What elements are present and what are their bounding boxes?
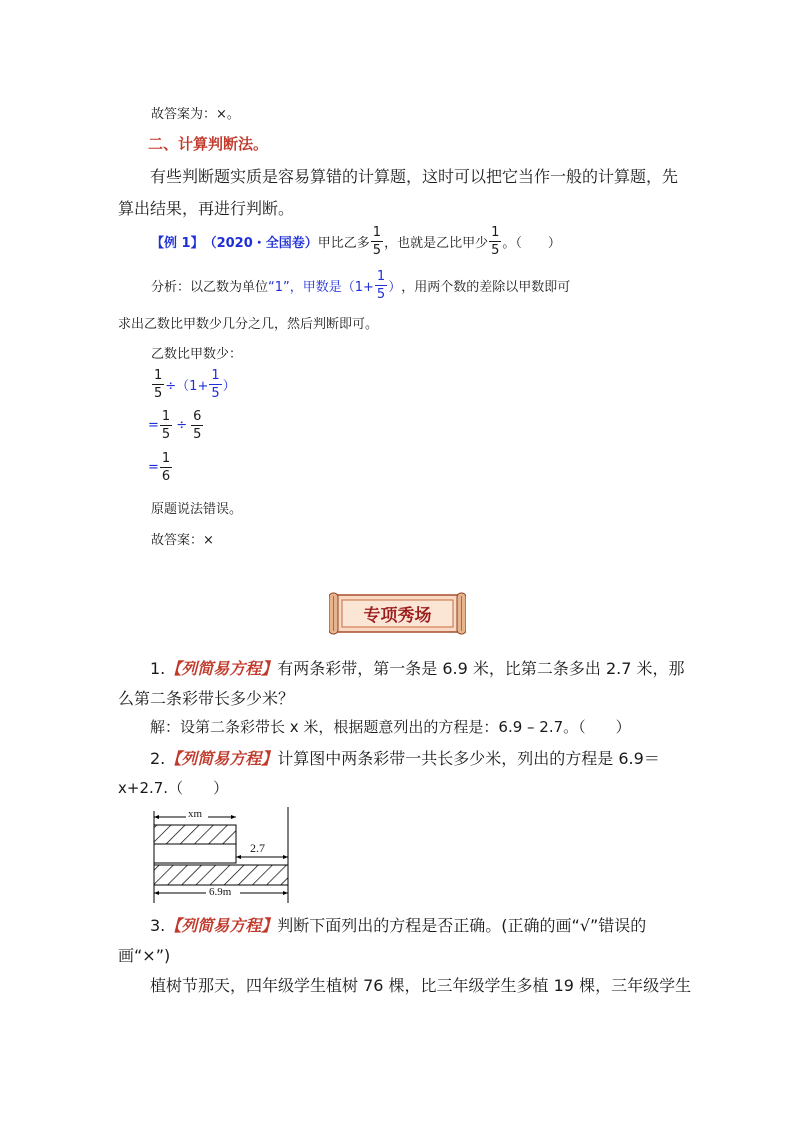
solution-step-1: [151, 368, 236, 400]
intro-line-1: 有些判断题实质是容易算错的计算题，这时可以把它当作一般的计算题，先: [150, 167, 679, 186]
equals-sign: =: [148, 418, 159, 433]
frac-den: 5: [154, 386, 163, 401]
example-source: （2020・全国卷）: [203, 236, 318, 251]
solution-conclusion: 原题说法错误。: [151, 502, 243, 517]
q2-tag: 【列简易方程】: [165, 749, 278, 768]
q2-line-2: x+2.7.（ ）: [118, 779, 229, 797]
frac-num: 1: [154, 368, 163, 383]
solution-answer: 故答案：×: [151, 533, 214, 548]
banner-title: 专项秀场: [363, 606, 432, 626]
q3-text-1: 判断下面列出的方程是否正确。(正确的画“√”错误的: [277, 916, 647, 935]
fraction-one-fifth: [489, 226, 501, 257]
q2-number: 2.: [150, 749, 166, 768]
diagram-label-mid: 2.7: [250, 841, 265, 855]
q2-line-1: [150, 746, 660, 769]
q1-line-1: [150, 656, 685, 679]
fraction-one-fifth: [375, 270, 387, 301]
solution-step-2: [148, 410, 204, 441]
example-line: [151, 226, 561, 257]
q1-line-2: 么第二条彩带长多少米？: [118, 689, 295, 708]
frac-den: 5: [193, 427, 202, 442]
fraction-six-fifths: [191, 410, 203, 441]
q1-number: 1.: [150, 659, 166, 678]
example-tag: 【例 1】: [151, 236, 204, 251]
step1-div: ÷（1+: [165, 379, 209, 394]
q1-line-3: 解：设第二条彩带长 x 米，根据题意列出的方程是：6.9 – 2.7。（ ）: [150, 718, 631, 736]
frac-den: 5: [211, 386, 220, 401]
q3-line-3: 植树节那天，四年级学生植树 76 棵，比三年级学生多植 19 棵，三年级学生: [150, 976, 692, 995]
example-text-a: 甲比乙多: [317, 236, 370, 251]
analysis-line-1: [151, 270, 570, 301]
diagram-label-bottom: 6.9m: [209, 886, 232, 898]
fraction-one-fifth: [160, 410, 172, 441]
equals-sign: =: [148, 460, 159, 475]
frac-num: 1: [372, 225, 382, 240]
q3-line-2: 画“×”): [118, 946, 171, 965]
frac-num: 1: [491, 225, 500, 240]
q3-tag: 【列简易方程】: [165, 916, 278, 935]
solution-step-3: [148, 452, 173, 483]
example-text-c: 。（ ）: [502, 236, 561, 251]
section-banner: [329, 591, 466, 636]
q3-line-1: [150, 913, 646, 936]
q1-tag: 【列简易方程】: [165, 659, 278, 678]
analysis-line-2: 求出乙数比甲数少几分之几，然后判断即可。: [118, 317, 379, 332]
frac-den: 6: [161, 469, 171, 484]
fraction-one-fifth: [371, 226, 383, 257]
frac-den: 5: [491, 243, 500, 258]
intro-line-2: 算出结果，再进行判断。: [118, 199, 295, 218]
division-sign: ÷: [176, 418, 188, 433]
fraction-one-fifth: [209, 369, 221, 400]
analysis-unit-end: ）: [388, 280, 402, 295]
frac-num: 1: [376, 269, 386, 284]
top-answer: 故答案为：×。: [151, 107, 240, 122]
frac-den: 5: [376, 287, 386, 302]
frac-num: 1: [161, 409, 171, 424]
fraction-one-fifth: [152, 369, 164, 400]
frac-den: 5: [161, 427, 171, 442]
analysis-suffix: ，用两个数的差除以甲数即可: [401, 280, 571, 295]
fraction-one-sixth: [160, 452, 172, 483]
example-text-b: ，也就是乙比甲少: [384, 236, 489, 251]
q2-text-1: 计算图中两条彩带一共长多少米，列出的方程是 6.9＝: [277, 749, 660, 768]
analysis-prefix: 分析：以乙数为单位: [151, 280, 269, 295]
frac-num: 1: [161, 451, 171, 466]
ribbon-diagram: [148, 805, 293, 905]
step1-end: ）: [222, 379, 236, 394]
frac-num: 1: [211, 368, 220, 383]
frac-den: 5: [372, 243, 382, 258]
analysis-unit: “1”，甲数是（1+: [268, 280, 374, 295]
section-heading: 二、计算判断法。: [148, 135, 269, 153]
q3-number: 3.: [150, 916, 166, 935]
q1-text-1: 有两条彩带，第一条是 6.9 米，比第二条多出 2.7 米，那: [277, 659, 685, 678]
solution-lead: 乙数比甲数少：: [151, 347, 243, 362]
frac-num: 6: [193, 409, 202, 424]
diagram-label-top: xm: [188, 808, 203, 820]
